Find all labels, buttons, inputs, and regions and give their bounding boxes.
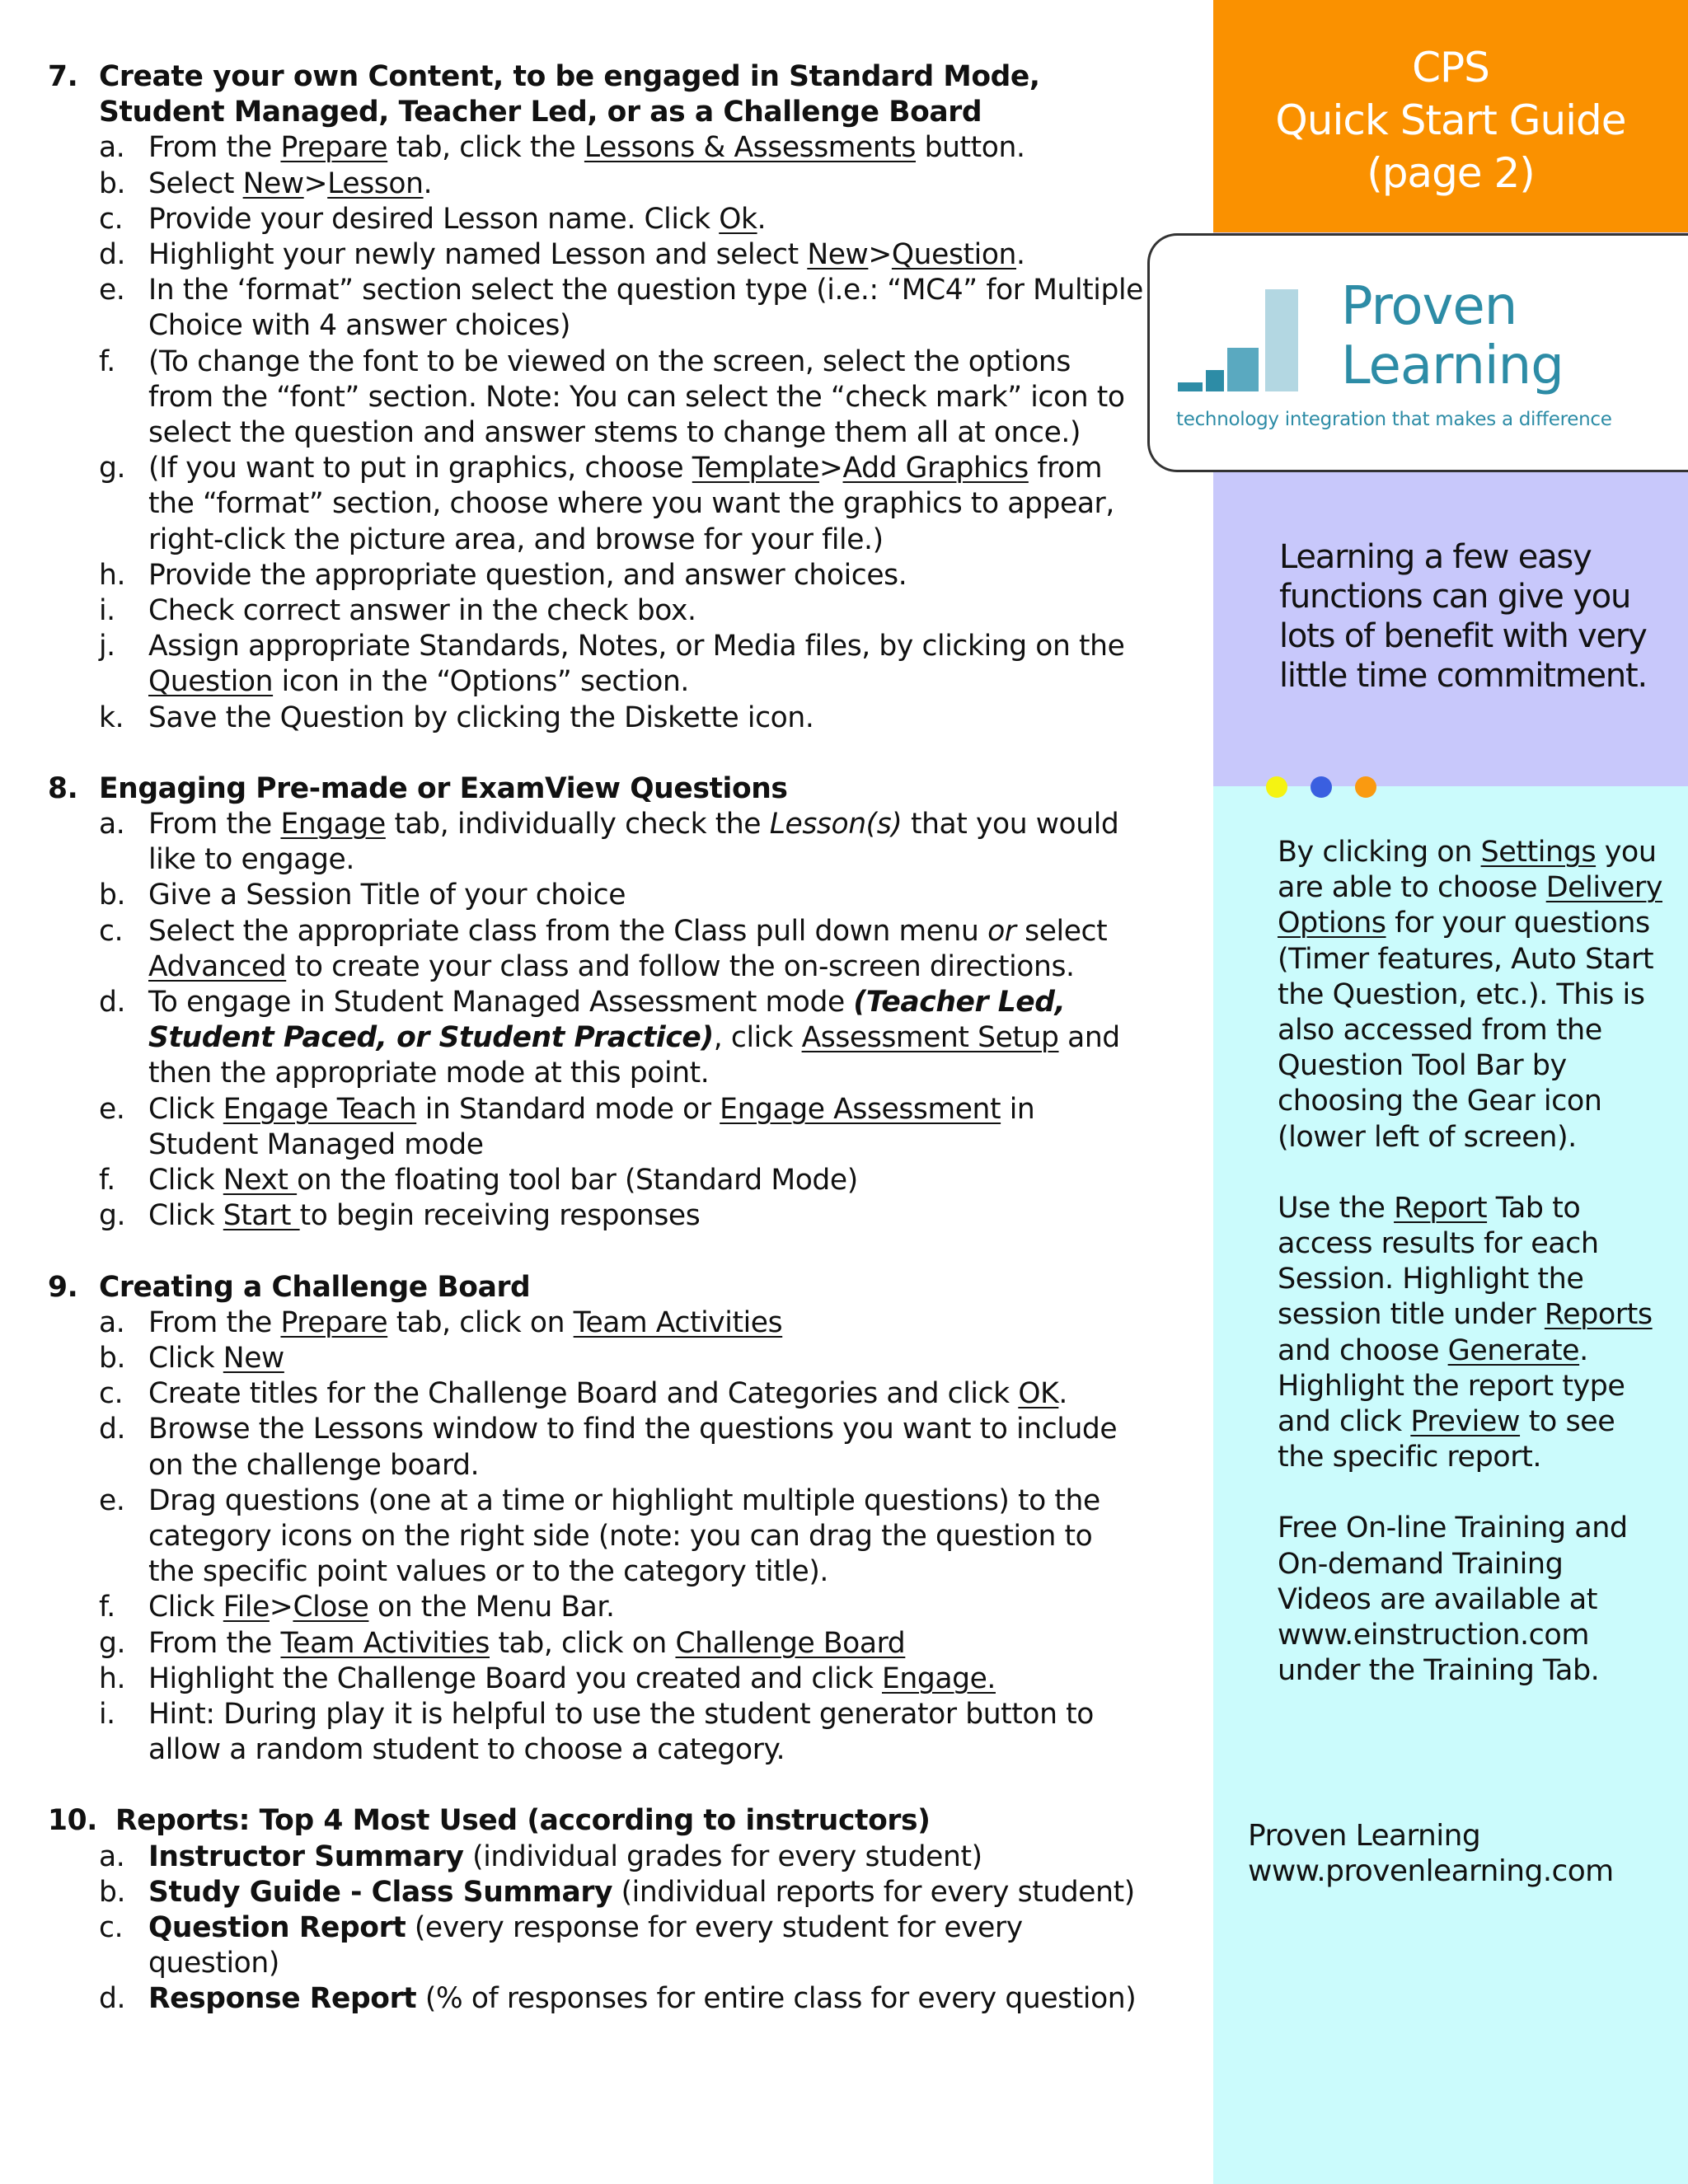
text: > <box>868 238 892 272</box>
text: from the “format” section, choose where you want the graphics to appear, right-click the picture area, and browse for your file.) <box>148 452 1114 556</box>
item-letter: b. <box>99 1875 126 1909</box>
list-item <box>99 166 1144 202</box>
section-title: Create your own Content, to be engaged in Standard Mode, Student Managed, Teacher Led, or as a Challenge Board <box>99 60 1040 129</box>
engage-tab-ref: Engage <box>280 808 386 841</box>
text: > <box>303 166 328 200</box>
item-letter: f. <box>99 1164 115 1197</box>
text: to begin receiving responses <box>299 1199 701 1233</box>
text-bold-italic: (Teacher Led, Student Paced, or Student Practice) <box>148 986 1066 1055</box>
section-title: Engaging Pre-made or ExamView Questions <box>99 771 788 805</box>
text: From the <box>148 1626 281 1660</box>
engage-teach-ref: Engage Teach <box>223 1092 417 1126</box>
item-text: Hint: During play it is helpful to use the student generator button to allow a random student to choose a category. <box>148 1697 1094 1767</box>
list-item <box>99 629 1144 700</box>
new-ref: New <box>223 1341 284 1375</box>
list-item <box>99 344 1144 452</box>
text-italic: Lesson(s) <box>769 808 903 841</box>
text: (If you want to put in graphics, choose <box>148 452 692 485</box>
item-text <box>148 914 1144 985</box>
bar-chart-logo-icon <box>1178 289 1301 395</box>
reports-link: Reports <box>1544 1298 1653 1332</box>
close-ref: Close <box>293 1591 369 1624</box>
sidebar-tips <box>1278 835 1665 1724</box>
item-letter: d. <box>99 238 126 272</box>
list-item <box>99 914 1144 985</box>
item-text: Drag questions (one at a time or highlight multiple questions) to the category icons on the right side (note: you can drag the question to the specific point values or to the category title). <box>148 1483 1100 1589</box>
item-text <box>148 985 1144 1092</box>
orange-dot-icon <box>1355 776 1376 798</box>
item-text <box>148 1163 1144 1198</box>
item-letter: a. <box>99 1305 125 1339</box>
start-ref: Start <box>223 1199 300 1233</box>
text: in Standard mode or <box>416 1092 720 1126</box>
item-text <box>148 807 1144 878</box>
text: Tab to access results for each Session. Highlight the session title under <box>1278 1191 1599 1332</box>
section-7 <box>48 59 1144 736</box>
section-8 <box>48 771 1144 1235</box>
new-ref: New <box>242 166 304 200</box>
text: to see the specific report. <box>1278 1405 1615 1474</box>
list-item <box>99 1198 1144 1234</box>
question-ref: Question <box>891 238 1017 272</box>
item-letter: a. <box>99 1840 125 1873</box>
item-text <box>148 1661 1144 1697</box>
item-text <box>148 1092 1144 1163</box>
text: and then the appropriate mode at this point. <box>148 1021 1120 1090</box>
item-text <box>148 202 1144 237</box>
item-text <box>148 237 1144 273</box>
item-text <box>148 1981 1144 2017</box>
list-item <box>99 1376 1144 1412</box>
new-ref: New <box>807 238 869 272</box>
challenge-board-ref: Challenge Board <box>675 1626 906 1660</box>
question-ref: Question <box>148 665 274 699</box>
yellow-dot-icon <box>1266 776 1287 798</box>
ok-ref: Ok <box>719 202 757 236</box>
list-item <box>99 701 1144 736</box>
report-name: Study Guide - Class Summary <box>148 1875 613 1909</box>
sidebar-footer <box>1248 1818 1660 1889</box>
list-item <box>99 1875 1144 1910</box>
text-italic: or <box>987 914 1016 948</box>
list-item <box>99 558 1144 593</box>
engage-assessment-ref: Engage Assessment <box>720 1092 1001 1126</box>
text: Use the <box>1278 1191 1395 1225</box>
text: for your questions (Timer features, Auto Start the Question, etc.). This is also accessed from the Question Tool Bar by choosing the Gear icon (lower left of screen). <box>1278 907 1654 1154</box>
text: From the <box>148 808 281 841</box>
logo-wordmark <box>1341 277 1564 396</box>
item-text <box>148 451 1144 558</box>
text: that you would like to engage. <box>148 808 1119 877</box>
item-text <box>148 1341 1144 1376</box>
list-item <box>99 1305 1144 1341</box>
text: To engage in Student Managed Assessment mode <box>148 986 854 1019</box>
item-letter: c. <box>99 1910 124 1944</box>
section-10 <box>48 1803 1144 2017</box>
item-text <box>148 166 1144 202</box>
engage-ref: Engage. <box>881 1661 996 1695</box>
lesson-ref: Lesson <box>327 166 424 200</box>
item-letter: f. <box>99 1591 115 1624</box>
text: Click <box>148 1092 223 1126</box>
lessons-assessments-ref: Lessons & Assessments <box>584 131 917 165</box>
text: By clicking on <box>1278 836 1481 869</box>
preview-link: Preview <box>1410 1405 1521 1439</box>
generate-link: Generate <box>1447 1333 1580 1367</box>
file-ref: File <box>223 1591 270 1624</box>
add-graphics-ref: Add Graphics <box>842 452 1029 485</box>
item-text: Give a Session Title of your choice <box>148 879 626 912</box>
item-letter: a. <box>99 808 125 841</box>
list-item <box>99 593 1144 629</box>
item-letter: h. <box>99 1661 126 1695</box>
text: icon in the “Options” section. <box>273 665 689 699</box>
list-item <box>99 878 1144 913</box>
text: and choose <box>1278 1333 1448 1367</box>
template-ref: Template <box>692 452 819 485</box>
footer-company-url: www.provenlearning.com <box>1248 1854 1614 1888</box>
text: . <box>757 202 767 236</box>
item-letter: g. <box>99 1626 126 1660</box>
item-letter: a. <box>99 131 125 165</box>
list-item <box>99 273 1144 344</box>
tip-settings <box>1278 835 1665 1155</box>
text: Assign appropriate Standards, Notes, or Media files, by clicking on the <box>148 630 1125 663</box>
text: Click <box>148 1341 223 1375</box>
item-letter: e. <box>99 274 125 307</box>
text: Click <box>148 1199 223 1233</box>
settings-link: Settings <box>1480 836 1597 869</box>
item-letter: b. <box>99 879 126 912</box>
logo-tagline: technology integration that makes a difference <box>1176 409 1612 430</box>
text: . <box>423 166 433 200</box>
text: Highlight the Challenge Board you created and click <box>148 1661 882 1695</box>
section-number: 8. <box>48 771 78 805</box>
text: you are able to choose <box>1278 836 1657 905</box>
prepare-tab-ref: Prepare <box>280 131 388 165</box>
blue-dot-icon <box>1311 776 1332 798</box>
list-item <box>99 1412 1144 1483</box>
item-letter: j. <box>99 630 115 663</box>
proven-learning-logo <box>1147 233 1688 472</box>
item-letter: i. <box>99 594 115 628</box>
item-letter: d. <box>99 1982 126 2016</box>
text: Click <box>148 1591 223 1624</box>
item-text: Check correct answer in the check box. <box>148 594 696 628</box>
section-number: 10. <box>48 1804 97 1838</box>
text: (individual reports for every student) <box>612 1875 1135 1909</box>
item-letter: f. <box>99 344 115 378</box>
team-activities-ref: Team Activities <box>280 1626 490 1660</box>
text: (every response for every student for every question) <box>148 1910 1023 1980</box>
main-content <box>48 59 1144 2053</box>
tip-training: Free On-line Training and On-demand Training Videos are available at www.einstruction.com under the Training Tab. <box>1278 1511 1628 1688</box>
list-item <box>99 1092 1144 1163</box>
list-item <box>99 1341 1144 1376</box>
section-title: Creating a Challenge Board <box>99 1270 531 1304</box>
text: tab, click on <box>387 1305 574 1339</box>
item-text: Browse the Lessons window to find the questions you want to include on the challenge board. <box>148 1413 1118 1482</box>
list-item <box>99 1981 1144 2017</box>
list-item <box>99 1840 1144 1875</box>
text: button. <box>916 131 1025 165</box>
list-item <box>99 1910 1144 1981</box>
item-letter: g. <box>99 452 126 485</box>
item-letter: c. <box>99 914 124 948</box>
text: (% of responses for entire class for every question) <box>416 1982 1137 2016</box>
item-letter: h. <box>99 558 126 592</box>
list-item <box>99 202 1144 237</box>
item-letter: d. <box>99 1413 126 1446</box>
section-9 <box>48 1270 1144 1769</box>
item-text: (To change the font to be viewed on the screen, select the options from the “font” section. Note: You can select the “check mark” icon to select the question and answer stems to change them all at once.) <box>148 344 1125 450</box>
item-letter: g. <box>99 1199 126 1233</box>
report-name: Instructor Summary <box>148 1840 464 1873</box>
item-letter: e. <box>99 1483 125 1517</box>
text: tab, click on <box>489 1626 676 1660</box>
item-text <box>148 1840 1144 1875</box>
prepare-tab-ref: Prepare <box>280 1305 388 1339</box>
list-item <box>99 451 1144 558</box>
header-title-guide: Quick Start Guide <box>1275 96 1626 144</box>
list-item <box>99 1163 1144 1198</box>
list-item <box>99 985 1144 1092</box>
text: > <box>819 452 843 485</box>
item-text <box>148 1875 1144 1910</box>
item-letter: k. <box>99 701 124 734</box>
text: (individual grades for every student) <box>463 1840 982 1873</box>
section-heading <box>48 59 1144 130</box>
logo-word-proven: Proven <box>1341 276 1517 337</box>
text: to create your class and follow the on-screen directions. <box>286 949 1075 983</box>
text: From the <box>148 1305 281 1339</box>
text: Select <box>148 166 243 200</box>
section-heading <box>48 1270 1144 1305</box>
report-name: Response Report <box>148 1982 417 2016</box>
assessment-setup-ref: Assessment Setup <box>801 1021 1059 1055</box>
text: . <box>1016 238 1025 272</box>
item-letter: d. <box>99 986 126 1019</box>
item-letter: c. <box>99 1377 124 1411</box>
text: . Highlight the report type and click <box>1278 1333 1625 1439</box>
text: on the floating tool bar (Standard Mode) <box>297 1164 858 1197</box>
text: . <box>1058 1377 1067 1411</box>
section-heading <box>48 771 1144 807</box>
text: tab, click the <box>387 131 584 165</box>
item-letter: b. <box>99 166 126 200</box>
header-title-cps: CPS <box>1412 44 1489 91</box>
sidebar-header <box>1213 0 1688 232</box>
text: Select the appropriate class from the Class pull down menu <box>148 914 988 948</box>
list-item <box>99 1661 1144 1697</box>
text: Provide your desired Lesson name. Click <box>148 202 720 236</box>
item-text <box>148 629 1144 700</box>
list-item <box>99 1483 1144 1591</box>
text: , click <box>713 1021 802 1055</box>
item-letter: e. <box>99 1092 125 1126</box>
item-letter: c. <box>99 202 124 236</box>
section-number: 7. <box>48 60 78 93</box>
text: From the <box>148 131 281 165</box>
item-text: In the ‘format” section select the question type (i.e.: “MC4” for Multiple Choice with 4 answer choices) <box>148 274 1143 343</box>
section-title: Reports: Top 4 Most Used (according to instructors) <box>115 1804 931 1838</box>
team-activities-ref: Team Activities <box>573 1305 783 1339</box>
next-ref: Next <box>223 1164 298 1197</box>
text: select <box>1015 914 1108 948</box>
text: Create titles for the Challenge Board and Categories and click <box>148 1377 1019 1411</box>
advanced-ref: Advanced <box>148 949 287 983</box>
list-item <box>99 807 1144 878</box>
delivery-options-link: Delivery Options <box>1278 871 1662 940</box>
text: Click <box>148 1164 223 1197</box>
list-item <box>99 1697 1144 1768</box>
decorative-dots <box>1266 776 1381 799</box>
list-item <box>99 1590 1144 1625</box>
list-item <box>99 237 1144 273</box>
sidebar-tagline: Learning a few easy functions can give you lots of benefit with very little time commitment. <box>1279 538 1648 695</box>
text: Highlight your newly named Lesson and select <box>148 238 808 272</box>
section-number: 9. <box>48 1270 78 1304</box>
text: on the Menu Bar. <box>368 1591 615 1624</box>
report-name: Question Report <box>148 1910 406 1944</box>
list-item <box>99 1626 1144 1661</box>
section-heading <box>48 1803 1144 1839</box>
text: > <box>269 1591 293 1624</box>
item-text <box>148 130 1144 166</box>
item-text <box>148 1376 1144 1412</box>
list-item <box>99 130 1144 166</box>
footer-company-name: Proven Learning <box>1248 1819 1481 1853</box>
item-text <box>148 1198 1144 1234</box>
ok-ref: OK <box>1018 1377 1059 1411</box>
text: in Student Managed mode <box>148 1092 1035 1161</box>
header-title-page: (page 2) <box>1367 149 1535 197</box>
item-text: Provide the appropriate question, and answer choices. <box>148 558 907 592</box>
text: tab, individually check the <box>385 808 770 841</box>
item-letter: b. <box>99 1341 126 1375</box>
report-link: Report <box>1394 1191 1488 1225</box>
item-text <box>148 1910 1144 1981</box>
item-text <box>148 1305 1144 1341</box>
item-text: Save the Question by clicking the Diskette icon. <box>148 701 814 734</box>
item-letter: i. <box>99 1697 115 1731</box>
logo-word-learning: Learning <box>1341 335 1564 396</box>
tip-reports <box>1278 1191 1665 1476</box>
item-text <box>148 1590 1144 1625</box>
item-text <box>148 1626 1144 1661</box>
